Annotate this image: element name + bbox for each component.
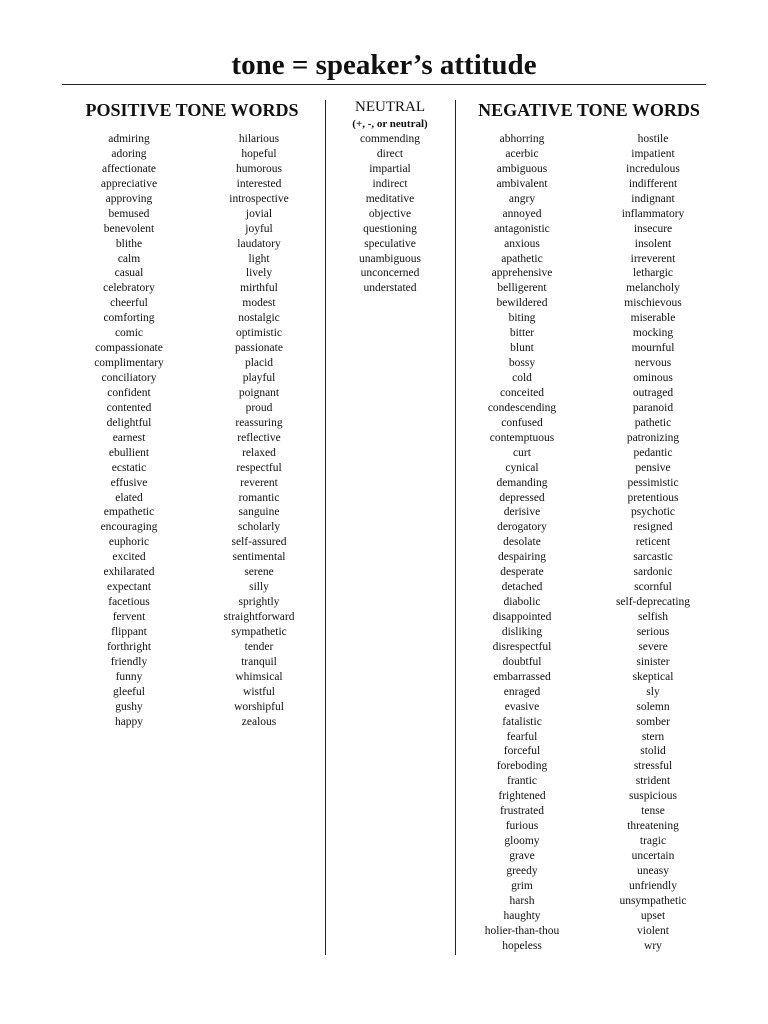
tone-word: friendly (110, 655, 148, 668)
tone-word: bemused (108, 207, 150, 220)
tone-word: respectful (236, 461, 282, 474)
tone-word: unambiguous (359, 252, 421, 265)
tone-word: frustrated (499, 805, 545, 818)
tone-word: stolid (640, 745, 666, 758)
tone-word: impartial (369, 162, 411, 175)
tone-word: poignant (238, 386, 280, 399)
tone-word: sarcastic (633, 551, 673, 564)
tone-word: ominous (633, 372, 673, 384)
tone-word: laudatory (237, 237, 281, 250)
tone-word: jovial (245, 207, 273, 220)
tone-word: exhilarated (103, 566, 155, 579)
tone-word: grave (509, 850, 535, 862)
tone-word: furious (505, 820, 539, 833)
tone-word: sanguine (238, 506, 280, 519)
tone-word: lively (245, 267, 273, 280)
tone-word: wistful (243, 685, 275, 698)
tone-word: abhorring (499, 133, 545, 145)
tone-word: speculative (364, 237, 416, 250)
tone-word: playful (242, 372, 276, 384)
page-title: tone = speaker’s attitude (231, 49, 537, 81)
tone-word: uneasy (637, 864, 669, 877)
tone-word: humorous (236, 162, 282, 175)
tone-word: scornful (634, 581, 672, 594)
tone-word: zealous (241, 715, 277, 728)
tone-word: grim (511, 879, 533, 892)
tone-word: desperate (500, 566, 544, 579)
tone-word: straightforward (223, 611, 295, 623)
neutral-subheading: (+, -, or neutral) (352, 118, 428, 130)
tone-word: passionate (235, 342, 283, 355)
neutral-words-column (328, 132, 452, 296)
tone-word: delightful (106, 416, 152, 429)
tone-word: comforting (103, 312, 155, 325)
tone-word: ebullient (108, 446, 150, 459)
tone-word: forthright (106, 640, 152, 653)
tone-word: whimsical (235, 670, 283, 683)
tone-word: solemn (636, 700, 670, 713)
tone-word: indignant (631, 192, 675, 205)
tone-word: pessimistic (627, 476, 679, 489)
tone-word: proud (245, 401, 273, 414)
tone-word: compassionate (95, 342, 163, 355)
positive-words-column-2 (200, 132, 318, 730)
tone-word: fervent (112, 611, 146, 623)
tone-word: pathetic (634, 416, 672, 429)
tone-word: ambiguous (496, 162, 548, 175)
tone-word: selfish (637, 611, 669, 623)
tone-word: confused (501, 416, 543, 429)
tone-word: mischievous (624, 297, 682, 310)
tone-word: reflective (237, 431, 281, 444)
tone-word: desolate (503, 536, 541, 549)
tone-word: flippant (111, 625, 147, 638)
tone-word: disliking (501, 625, 543, 638)
tone-word: tender (244, 640, 274, 653)
tone-word: meditative (365, 192, 415, 205)
tone-word: gloomy (504, 835, 540, 848)
tone-word: unfriendly (629, 879, 677, 892)
tone-word: reverent (240, 476, 278, 489)
tone-word: hopeless (502, 939, 542, 952)
tone-word: indifferent (628, 177, 678, 190)
tone-word: adoring (111, 147, 147, 160)
tone-word: gushy (115, 700, 143, 713)
tone-word: paranoid (632, 401, 674, 414)
tone-word: happy (114, 715, 144, 728)
tone-word: introspective (229, 192, 289, 205)
tone-word: worshipful (234, 700, 284, 713)
tone-word: melancholy (626, 282, 680, 295)
tone-word: confident (107, 386, 151, 399)
tone-word: wry (644, 939, 662, 952)
tone-word: empathetic (103, 506, 155, 519)
tone-word: tragic (639, 835, 667, 848)
tone-word: reassuring (235, 416, 283, 429)
tone-word: pretentious (627, 491, 679, 504)
tone-word: detached (501, 581, 543, 594)
tone-word: condescending (487, 401, 557, 414)
tone-word: derogatory (497, 521, 547, 534)
tone-word: embarrassed (493, 670, 551, 683)
tone-word: stern (641, 730, 665, 743)
tone-word: blunt (510, 342, 534, 355)
tone-word: sentimental (232, 551, 286, 564)
tone-word: funny (115, 670, 143, 683)
tone-word: nervous (634, 357, 672, 370)
tone-word: excited (112, 551, 146, 564)
tone-word: objective (368, 207, 412, 220)
tone-word: lethargic (632, 267, 674, 280)
tone-word: cheerful (110, 297, 148, 310)
tone-word: affectionate (101, 162, 157, 175)
tone-word: hilarious (238, 133, 280, 145)
tone-word: acerbic (505, 147, 539, 160)
tone-word: approving (105, 192, 153, 205)
tone-word: nostalgic (238, 312, 280, 325)
tone-word: scholarly (237, 521, 281, 534)
tone-word: blithe (115, 237, 143, 250)
tone-word: sympathetic (231, 625, 287, 638)
tone-word: skeptical (632, 670, 674, 683)
tone-word: contented (106, 401, 152, 414)
tone-word: casual (114, 267, 144, 280)
tone-word: bewildered (496, 297, 548, 310)
title-divider (62, 84, 706, 85)
tone-word: pensive (635, 461, 671, 474)
tone-word: commending (359, 133, 421, 145)
tone-word: resigned (633, 521, 673, 534)
tone-word: conciliatory (101, 372, 157, 384)
tone-word: complimentary (94, 357, 164, 370)
tone-word: suspicious (629, 790, 677, 803)
tone-word: contemptuous (489, 431, 555, 444)
tone-word: diabolic (503, 596, 541, 609)
tone-word: placid (244, 357, 274, 370)
tone-word: enraged (503, 685, 541, 698)
tone-word: understated (363, 282, 417, 295)
tone-word: insolent (634, 237, 672, 250)
tone-word: apathetic (501, 252, 543, 265)
tone-word: relaxed (242, 446, 276, 459)
tone-word: doubtful (502, 655, 542, 668)
column-divider-left (325, 100, 326, 955)
tone-word: sardonic (633, 566, 673, 579)
tone-word: anxious (504, 237, 540, 250)
tone-word: greedy (506, 864, 538, 877)
negative-heading: NEGATIVE TONE WORDS (478, 100, 700, 120)
tone-word: celebratory (103, 282, 155, 295)
tone-word: psychotic (630, 506, 676, 519)
tone-word: somber (636, 715, 670, 728)
tone-word: incredulous (626, 162, 680, 175)
tone-word: biting (508, 312, 536, 325)
tone-word: patronizing (626, 431, 680, 444)
tone-word: mocking (632, 327, 674, 340)
tone-word: fatalistic (502, 715, 542, 728)
tone-word: unconcerned (360, 267, 420, 280)
tone-word: light (248, 252, 270, 265)
negative-words-column-1 (462, 132, 582, 954)
tone-word: ecstatic (111, 461, 147, 474)
tone-word: violent (637, 924, 669, 937)
tone-word: questioning (363, 222, 417, 235)
tone-word: irreverent (630, 252, 676, 265)
tone-word: elated (115, 491, 143, 504)
tone-word: mournful (631, 342, 675, 355)
tone-word: angry (508, 192, 536, 205)
tone-word: outraged (632, 386, 674, 399)
tone-word: sprightly (238, 596, 280, 609)
tone-word: serious (636, 625, 670, 638)
tone-word: insecure (633, 222, 673, 235)
tone-word: romantic (238, 491, 280, 504)
tone-word: admiring (108, 133, 150, 145)
tone-word: tense (641, 805, 665, 818)
tone-word: expectant (106, 581, 152, 594)
tone-word: impatient (631, 147, 675, 160)
tone-word: hopeful (241, 147, 277, 160)
tone-word: apprehensive (491, 267, 553, 280)
tone-word: direct (376, 147, 404, 160)
tone-word: curt (513, 446, 531, 459)
neutral-heading: NEUTRAL (355, 99, 425, 115)
positive-heading: POSITIVE TONE WORDS (85, 100, 299, 120)
tone-word: sly (646, 685, 660, 698)
tone-word: inflammatory (621, 207, 685, 220)
tone-word: self-assured (231, 536, 287, 549)
tone-word: optimistic (236, 327, 282, 340)
tone-word: fearful (506, 730, 538, 743)
tone-word: earnest (112, 431, 146, 444)
tone-word: disrespectful (492, 640, 552, 653)
tone-word: bitter (509, 327, 535, 340)
tone-word: foreboding (496, 760, 548, 773)
tone-word: miserable (630, 312, 676, 325)
tone-word: hostile (637, 133, 669, 145)
tone-word: pedantic (633, 446, 673, 459)
negative-words-column-2 (596, 132, 710, 954)
tone-word: tranquil (241, 655, 277, 668)
tone-word: holier-than-thou (484, 924, 560, 937)
tone-word: uncertain (631, 850, 675, 862)
tone-word: silly (249, 581, 269, 594)
tone-word: belligerent (497, 282, 547, 295)
tone-word: sinister (636, 655, 670, 668)
positive-words-column-1 (72, 132, 186, 730)
tone-word: bossy (508, 357, 536, 370)
tone-word: conceited (499, 386, 545, 399)
tone-word: comic (114, 327, 144, 340)
tone-word: demanding (496, 476, 548, 489)
tone-word: stressful (633, 760, 673, 773)
tone-word: threatening (627, 820, 679, 833)
tone-word: joyful (245, 222, 273, 235)
tone-word: reticent (635, 536, 671, 549)
tone-word: depressed (499, 491, 545, 504)
tone-word: despairing (498, 551, 546, 564)
tone-word: upset (640, 909, 666, 922)
tone-word: mirthful (240, 282, 278, 295)
tone-word: cold (512, 372, 532, 384)
tone-word: euphoric (108, 536, 150, 549)
tone-word: ambivalent (496, 177, 548, 190)
tone-word: effusive (110, 476, 148, 489)
tone-word: benevolent (103, 222, 155, 235)
tone-word: unsympathetic (619, 894, 687, 907)
tone-word: severe (638, 640, 668, 653)
column-divider-right (455, 100, 456, 955)
tone-word: appreciative (100, 177, 158, 190)
tone-word: cynical (505, 461, 539, 474)
tone-word: calm (117, 252, 141, 265)
tone-word: annoyed (502, 207, 542, 220)
tone-word: frantic (506, 775, 537, 788)
tone-word: modest (242, 297, 276, 310)
tone-word: forceful (503, 745, 541, 758)
tone-word: gleeful (113, 685, 145, 698)
tone-word: strident (635, 775, 671, 788)
tone-word: indirect (372, 177, 408, 190)
tone-word: disappointed (492, 611, 552, 623)
tone-word: facetious (108, 596, 150, 609)
tone-word: derisive (503, 506, 541, 519)
tone-word: evasive (504, 700, 540, 713)
tone-word: interested (236, 177, 282, 190)
tone-word: haughty (503, 909, 541, 922)
tone-word: harsh (509, 894, 535, 907)
tone-word: serene (244, 566, 274, 579)
tone-word: frightened (498, 790, 546, 803)
tone-word: self-deprecating (615, 596, 691, 609)
tone-word: antagonistic (494, 222, 550, 235)
tone-word: encouraging (100, 521, 158, 534)
